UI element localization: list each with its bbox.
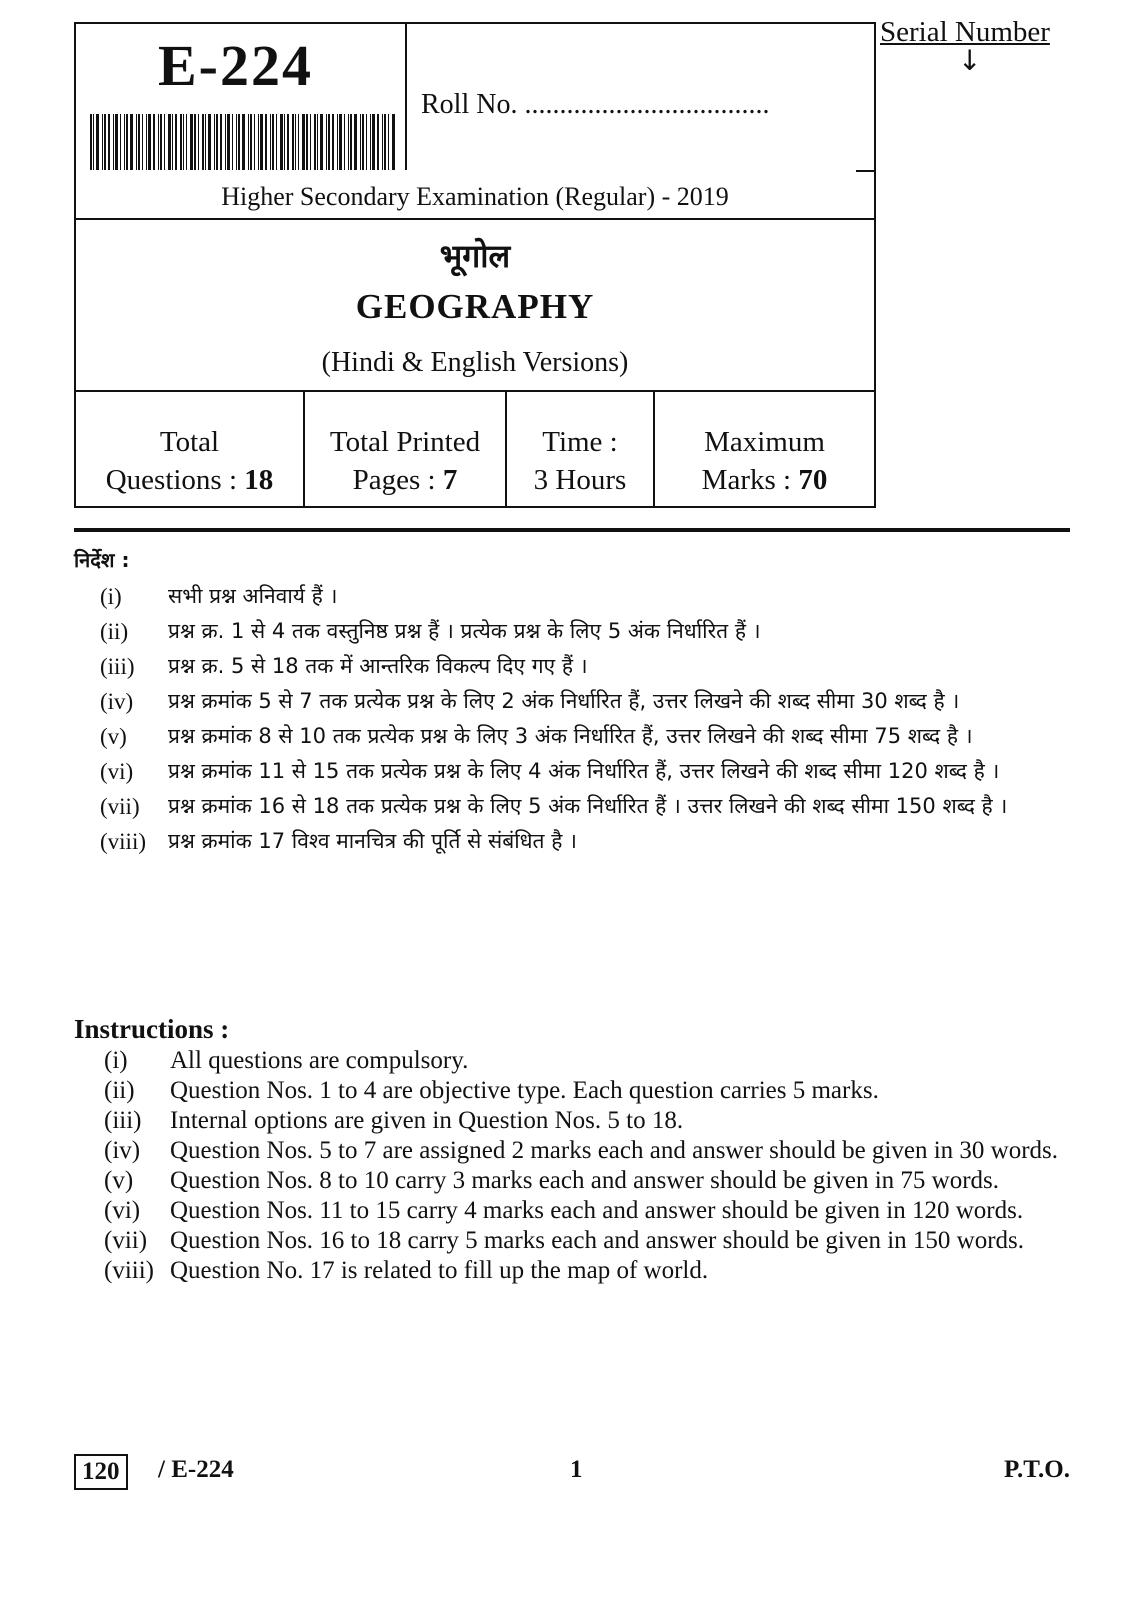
total-questions-cell: [76, 418, 303, 508]
barcode-bar: [164, 114, 165, 170]
barcode-bar: [270, 114, 271, 170]
barcode-bar: [366, 114, 367, 170]
barcode-bar: [227, 114, 230, 170]
serial-number-label: Serial Number: [880, 16, 1050, 48]
barcode-bar: [362, 114, 364, 170]
barcode-bar: [384, 114, 386, 170]
barcode-bar: [160, 114, 162, 170]
barcode-bar: [295, 114, 296, 170]
barcode-bar: [220, 114, 222, 170]
time-label: Time :: [542, 426, 618, 458]
barcode-bar: [250, 114, 252, 170]
barcode-bar: [238, 114, 240, 170]
hindi-instructions-list: [100, 579, 1072, 859]
roll-number-field: Roll No. ...................................: [421, 89, 770, 120]
barcode-bar: [310, 114, 311, 170]
barcode-bar: [190, 114, 193, 170]
barcode-bar: [186, 114, 187, 170]
english-instructions-list: [104, 1046, 1070, 1286]
barcode-bar: [328, 114, 330, 170]
list-item: (vi) प्रश्न क्रमांक 11 से 15 तक प्रत्येक प्रश्न के लिए 4 अंक निर्धारित हैं, उत्तर लिखने की शब्द सीमा 120 शब्द है ।: [100, 759, 1000, 784]
barcode-bar: [360, 114, 361, 170]
barcode-bar: [339, 114, 342, 170]
barcode-bar: [138, 114, 140, 170]
barcode-bar: [284, 114, 285, 170]
barcode-bar: [124, 114, 125, 170]
barcode-bar: [198, 114, 199, 170]
barcode-bar: [136, 114, 137, 170]
barcode-bar: [260, 114, 263, 170]
pto-label: P.T.O.: [1004, 1456, 1070, 1483]
barcode-bar: [168, 114, 171, 170]
max-marks-cell: [655, 418, 874, 508]
list-item: (vii) Question Nos. 16 to 18 carry 5 marks each and answer should be given in 150 words.: [104, 1227, 1024, 1254]
barcode-bar: [350, 114, 352, 170]
list-item: (viii) Question No. 17 is related to fill up the map of world.: [104, 1257, 709, 1284]
list-item: (ii) प्रश्न क्र. 1 से 4 तक वस्तुनिष्ठ प्रश्न हैं । प्रत्येक प्रश्न के लिए 5 अंक निर्धारित हैं ।: [100, 619, 761, 644]
list-item: (i) सभी प्रश्न अनिवार्य हैं ।: [100, 584, 338, 609]
barcode-bar: [108, 114, 110, 170]
barcode-bar: [153, 114, 155, 170]
barcode-bar: [280, 114, 283, 170]
list-item: (iii) प्रश्न क्र. 5 से 18 तक में आन्तरिक विकल्प दिए गए हैं ।: [100, 654, 588, 679]
barcode-bar: [372, 114, 375, 170]
barcode-bar: [130, 114, 133, 170]
barcode-bar: [194, 114, 196, 170]
barcode-bar: [388, 114, 389, 170]
printed-pages-label2: Pages :: [352, 464, 436, 496]
barcode-bar: [232, 114, 233, 170]
barcode-bar: [287, 114, 289, 170]
barcode: [90, 114, 400, 170]
list-item: (vii) प्रश्न क्रमांक 16 से 18 तक प्रत्येक प्रश्न के लिए 5 अंक निर्धारित हैं । उत्तर लिखने की शब्द सीमा 150 शब्द है ।: [100, 794, 1008, 819]
page-footer: [74, 1454, 1070, 1494]
barcode-bar: [142, 114, 143, 170]
list-item: (ii) Question Nos. 1 to 4 are objective type. Each question carries 5 marks.: [104, 1077, 879, 1104]
exam-name: Higher Secondary Examination (Regular) - 2019: [221, 182, 729, 211]
barcode-bar: [175, 114, 177, 170]
barcode-bar: [302, 114, 305, 170]
barcode-bar: [258, 114, 259, 170]
barcode-bar: [382, 114, 383, 170]
divider: [74, 528, 1070, 532]
barcode-bar: [332, 114, 334, 170]
barcode-bar: [148, 114, 151, 170]
barcode-bar: [214, 114, 215, 170]
down-arrow-icon: ↓: [958, 44, 982, 77]
subject-english: GEOGRAPHY: [355, 287, 595, 326]
printed-pages-cell: [305, 418, 505, 508]
barcode-bar: [120, 114, 121, 170]
barcode-bar: [126, 114, 128, 170]
list-item: (iv) प्रश्न क्रमांक 5 से 7 तक प्रत्येक प्रश्न के लिए 2 अंक निर्धारित हैं, उत्तर लिखने की शब्द सीमा 30 शब्द है ।: [100, 689, 960, 714]
barcode-bar: [370, 114, 371, 170]
barcode-bar: [326, 114, 327, 170]
barcode-bar: [348, 114, 349, 170]
subject-hindi: भूगोल: [439, 237, 511, 275]
barcode-bar: [317, 114, 318, 170]
max-marks-value: 70: [798, 464, 828, 496]
barcode-bar: [90, 114, 92, 170]
list-item: (vi) Question Nos. 11 to 15 carry 4 marks each and answer should be given in 120 words.: [104, 1197, 1024, 1224]
barcode-bar: [265, 114, 267, 170]
barcode-bar: [205, 114, 206, 170]
barcode-bar: [392, 114, 395, 170]
barcode-bar: [115, 114, 118, 170]
printed-pages-label1: Total Printed: [329, 426, 481, 458]
english-instructions-title: Instructions :: [74, 1014, 230, 1044]
barcode-bar: [314, 114, 316, 170]
total-questions-label2: Questions :: [105, 464, 238, 496]
barcode-bar: [225, 114, 226, 170]
list-item: (iii) Internal options are given in Question Nos. 5 to 18.: [104, 1107, 684, 1134]
barcode-bar: [276, 114, 277, 170]
footer-box-number: 120: [74, 1454, 128, 1490]
list-item: (iv) Question Nos. 5 to 7 are assigned 2 marks each and answer should be given in 30 words.: [104, 1137, 1059, 1164]
barcode-bar: [180, 114, 182, 170]
barcode-bar: [320, 114, 323, 170]
max-marks-label2: Marks :: [701, 464, 792, 496]
barcode-bar: [216, 114, 218, 170]
barcode-bar: [306, 114, 308, 170]
printed-pages-value: 7: [442, 464, 458, 496]
header-box: [74, 22, 876, 508]
barcode-bar: [292, 114, 294, 170]
barcode-bar: [208, 114, 211, 170]
list-item: (viii) प्रश्न क्रमांक 17 विश्व मानचित्र की पूर्ति से संबंधित है ।: [100, 829, 577, 854]
max-marks-label1: Maximum: [704, 426, 825, 458]
paper-code: E-224: [158, 33, 313, 98]
barcode-bar: [236, 114, 237, 170]
barcode-bar: [146, 114, 147, 170]
total-questions-label1: Total: [159, 426, 220, 458]
barcode-bar: [344, 114, 345, 170]
barcode-bar: [254, 114, 255, 170]
footer-paper-code: / E-224: [158, 1456, 234, 1483]
barcode-bar: [248, 114, 249, 170]
barcode-bar: [96, 114, 99, 170]
time-cell: [507, 418, 653, 508]
barcode-bar: [158, 114, 159, 170]
list-item: (v) Question Nos. 8 to 10 carry 3 marks each and answer should be given in 75 words.: [104, 1167, 999, 1194]
barcode-bar: [104, 114, 106, 170]
page-number: 1: [570, 1456, 583, 1483]
barcode-bar: [377, 114, 379, 170]
versions-note: (Hindi & English Versions): [321, 347, 629, 378]
barcode-bar: [93, 114, 94, 170]
hindi-instructions-title: निर्देश :: [74, 548, 130, 572]
time-value: 3 Hours: [533, 464, 627, 496]
barcode-bar: [113, 114, 114, 170]
barcode-bar: [172, 114, 173, 170]
barcode-bar: [354, 114, 357, 170]
barcode-bar: [298, 114, 299, 170]
barcode-bar: [202, 114, 204, 170]
barcode-bar: [242, 114, 245, 170]
list-item: (i) All questions are compulsory.: [104, 1047, 469, 1074]
barcode-bar: [272, 114, 274, 170]
barcode-bar: [337, 114, 338, 170]
barcode-bar: [102, 114, 103, 170]
total-questions-value: 18: [244, 464, 274, 496]
list-item: (v) प्रश्न क्रमांक 8 से 10 तक प्रत्येक प्रश्न के लिए 3 अंक निर्धारित हैं, उत्तर लिखने की शब्द सीमा 75 शब्द है ।: [100, 724, 973, 749]
barcode-bar: [183, 114, 184, 170]
